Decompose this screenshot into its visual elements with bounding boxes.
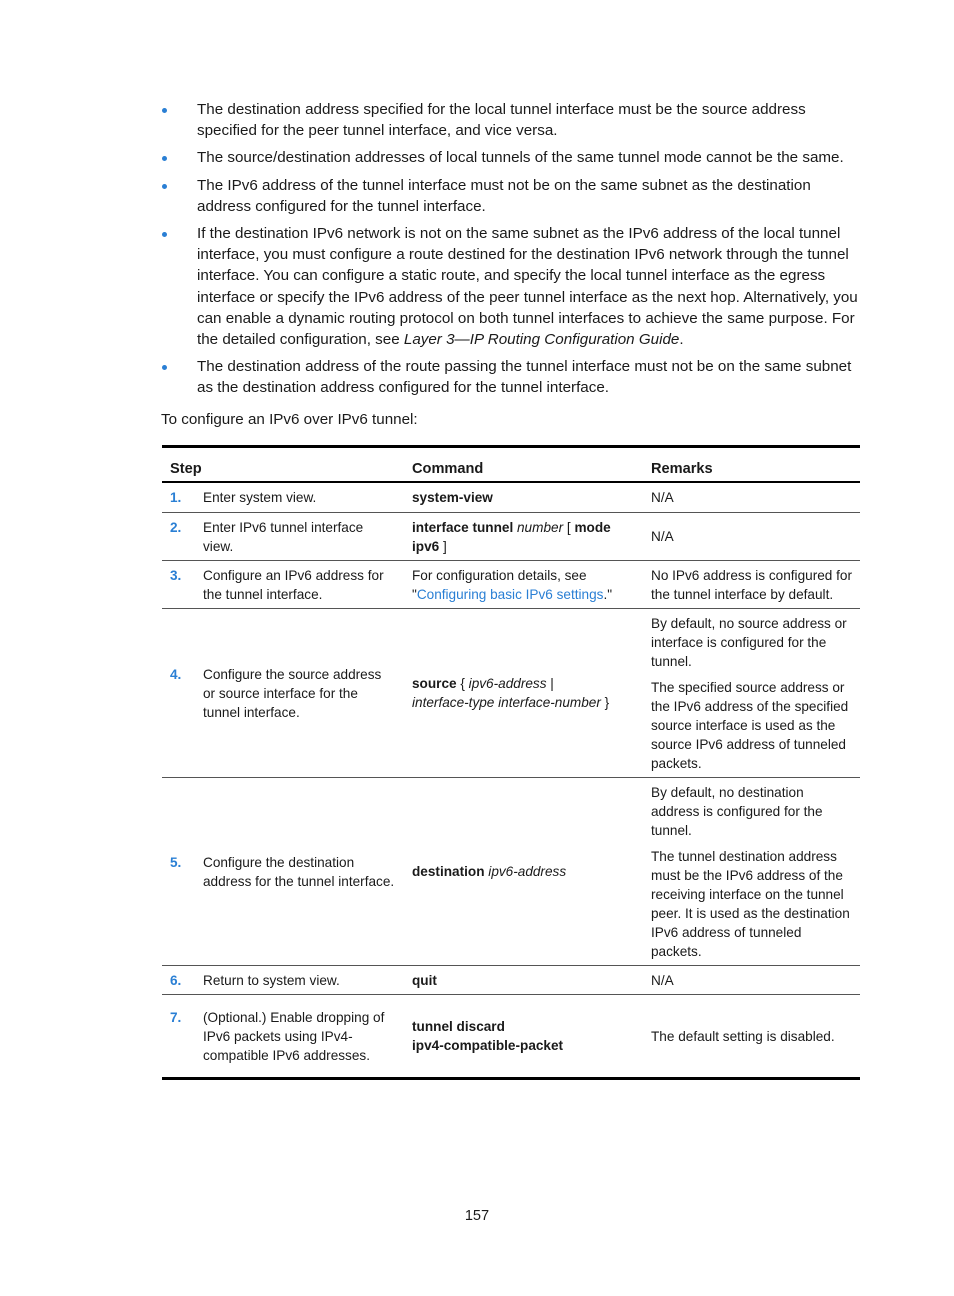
bullet-icon [162,365,167,370]
list-item [160,147,865,168]
command-cell: interface tunnel number [ mode ipv6 ] [404,512,643,560]
table-row [162,512,860,560]
command-cell [404,482,643,512]
list-item [160,99,865,141]
doc-reference: Layer 3—IP Routing Configuration Guide [403,331,680,349]
command-cell: tunnel discard ipv4-compatible-packet [404,994,643,1078]
bullet-list [160,99,865,405]
step-text: Configure the destination address for the tunnel interface. [203,854,395,889]
header-command: Command [404,447,643,483]
table-row [162,965,860,994]
step-cell [162,994,404,1078]
remarks-cell: N/A [651,490,674,506]
list-item [160,356,865,398]
bullet-text: If the destination IPv6 network is not on the same subnet as the IPv6 address of the local tunnel interface, you must configure a route destined for the destination IPv6 network through the tunnel interface. You can configure a static route, and specify the local tunnel interface as the egress interface or specify the IPv6 address of the peer tunnel interface as the next hop. Alternatively, you can enable a dynamic routing protocol on both tunnel interfaces to achieve the same purpose. For the detailed configuration, see Layer 3—IP Routing Configuration Guide. [197,225,858,349]
step-number: 5. [170,854,182,870]
command-cell [404,965,643,994]
step-text: Configure the source address or source interface for the tunnel interface. [203,666,382,720]
remarks-cell: No IPv6 address is configured for the tunnel interface by default. [643,560,860,608]
config-steps-table [162,445,860,1080]
step-text: Enter IPv6 tunnel interface view. [203,519,364,554]
command-keyword: system-view [412,490,493,506]
table-row [162,482,860,512]
command-cell: source { ipv6-address | interface-type interface-number } [404,608,643,777]
configuring-ipv6-link[interactable]: Configuring basic IPv6 settings [416,586,604,602]
table-row [162,608,860,777]
step-text: (Optional.) Enable dropping of IPv6 packets using IPv4-compatible IPv6 addresses. [203,1009,385,1063]
step-cell [162,512,404,560]
header-remarks: Remarks [643,447,860,483]
remarks-cell: By default, no source address or interface is configured for the tunnel. The specified source address or the IPv6 address of the specified source interface is used as the source IPv6 address of tunneled packets. [643,608,860,777]
header-step: Step [162,447,404,483]
step-cell [162,482,404,512]
command-keyword: quit [412,972,437,988]
table-row [162,560,860,608]
step-text: Enter system view. [203,490,317,506]
step-number: 6. [170,972,182,988]
intro-text: To configure an IPv6 over IPv6 tunnel: [161,411,418,428]
page-number: 157 [464,1208,490,1224]
step-text: Return to system view. [203,972,340,988]
list-item [160,223,865,350]
table-row [162,994,860,1078]
step-number: 1. [170,490,182,506]
bullet-icon [162,232,167,237]
bullet-text: The destination address specified for the local tunnel interface must be the source address specified for the peer tunnel interface, and vice versa. [197,101,806,140]
step-text: Configure an IPv6 address for the tunnel interface. [203,567,384,602]
step-cell [162,777,404,965]
step-cell [162,965,404,994]
command-cell: destination ipv6-address [404,777,643,965]
step-cell [162,560,404,608]
bullet-text: The source/destination addresses of local tunnels of the same tunnel mode cannot be the same. [197,149,844,167]
table-header-row [162,447,860,483]
bullet-icon [162,156,167,161]
remarks-cell: N/A [643,965,860,994]
remarks-cell: N/A [643,512,860,560]
command-cell: For configuration details, see "Configuring basic IPv6 settings." [404,560,643,608]
remarks-cell: The default setting is disabled. [643,994,860,1078]
list-item [160,175,865,217]
bullet-icon [162,184,167,189]
step-cell [162,608,404,777]
table-row [162,777,860,965]
step-number: 7. [170,1009,182,1025]
bullet-text: The IPv6 address of the tunnel interface must not be on the same subnet as the destination address configured for the tunnel interface. [197,176,811,215]
step-number: 4. [170,666,182,682]
bullet-text: The destination address of the route passing the tunnel interface must not be on the same subnet as the destination address configured for the tunnel interface. [197,358,852,397]
remarks-cell: By default, no destination address is configured for the tunnel. The tunnel destination address must be the IPv6 address of the receiving interface on the tunnel peer. It is used as the destination IPv6 address of tunneled packets. [643,777,860,965]
step-number: 3. [170,567,182,583]
bullet-icon [162,108,167,113]
step-number: 2. [170,519,182,535]
